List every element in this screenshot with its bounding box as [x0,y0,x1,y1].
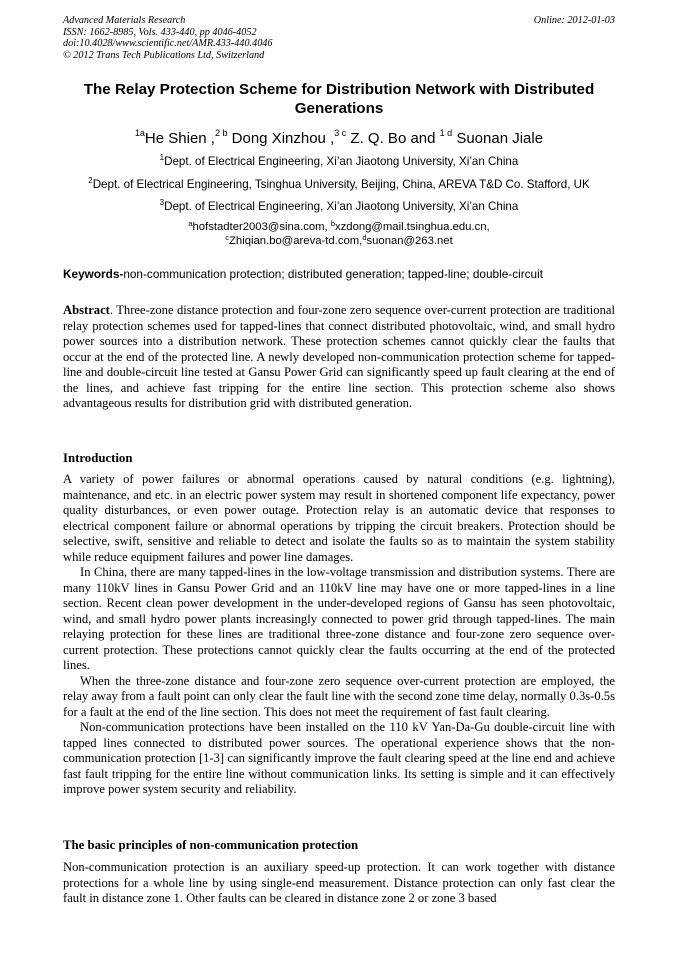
affiliation-sup: 2 [88,176,93,185]
keywords [63,267,623,281]
affiliation-text: Dept. of Electrical Engineering, Xi’an Jiaotong University, Xi’an China [164,155,519,168]
paper-title: The Relay Protection Scheme for Distribution Network with Distributed Generations [83,81,595,117]
author-separator: , [325,130,335,147]
online-date: Online: 2012-01-03 [533,15,615,26]
author-sup: 3 c [334,128,347,138]
copyright-line: © 2012 Trans Tech Publications Ltd, Switzerland [63,49,265,61]
issn-line: ISSN: 1662-8985, Vols. 433-440, pp 4046-4052 [63,26,257,38]
keywords-label: Keywords- [63,267,124,281]
journal-header [63,15,272,61]
email-line-2 [40,235,638,249]
abstract-paragraph [63,303,615,412]
keywords-text: non-communication protection; distributed generation; tapped-line; double-circuit [123,267,544,281]
email-d: suonan@263.net [366,235,453,247]
author-sup: 2 b [214,128,228,138]
affiliation-text: Dept. of Electrical Engineering, Tsinghua University, Beijing, China, AREVA T&D Co. Stafford, UK [92,178,590,191]
basic-principles-heading: The basic principles of non-communication protection [63,838,359,852]
email-a: hofstadter2003@sina.com, [192,221,331,233]
affiliation-sup: 1 [159,153,165,162]
author-name: Suonan Jiale [452,130,544,147]
affiliation-3 [20,200,658,213]
email-sup: a [188,219,193,228]
introduction-heading: Introduction [63,451,133,465]
affiliation-text: Dept. of Electrical Engineering, Xi’an Jiaotong University, Xi’an China [164,200,519,213]
intro-paragraph: When the three-zone distance and four-zone zero sequence over-current protection are employed, the relay away from a fault point can only clear the fault line with the second zone time delay, normally 0.3s-0.5s for a fault at the end of the line section. This does not meet the requirement of fast fault clearing. [63,673,615,719]
abstract-text: . Three-zone distance protection and four-zone zero sequence over-current protection are traditional relay protection schemes used for tapped-lines that connect distributed photovoltaic, wind, and small hydro power sources into a distribution network. These protection schemes cannot quickly clear the faults that occur at the end of the protected line. A newly developed non-communication protection scheme for tapped-line and double-circuit line tested at Gansu Power Grid can significantly speed up fault clearing at the end of the lines, and achieve fast tripping for the entire line section. This protection scheme also shows advantageous results for distribution grid with distributed generation. [63,303,615,410]
intro-paragraph: In China, there are many tapped-lines in the low-voltage transmission and distribution systems. There are many 110kV lines in Gansu Power Grid and an 110kV line may have one or more tapped-lines in a line section. Recent clean power development in the under-developed regions of Gansu has seen photovoltaic, wind, and small hydro power plants increasingly connected to power grid through tapped-lines. The main relaying protection for these lines are traditional three-zone distance and four-zone zero sequence over-current protection. These protections cannot quickly clear the faults occurring at the end of the protected lines. [63,565,615,672]
principles-paragraph: Non-communication protection is an auxiliary speed-up protection. It can work together with distance protections for a whole line by using single-end measurement. Distance protection can only fast clear the fault in distance zone 1. Other faults can be cleared in distance zone 2 or zone 3 based [63,860,615,905]
author-name: Dong Xinzhou [227,130,326,147]
affiliation-sup: 3 [159,198,165,207]
abstract [63,303,615,412]
email-sup: d [362,233,367,242]
email-c: Zhiqian.bo@areva-td.com, [229,235,363,247]
affiliation-2 [20,178,658,191]
introduction-body [63,472,615,798]
basic-principles-body [63,860,615,907]
author-separator: , [206,130,215,147]
author-name: He Shien [144,130,207,147]
author-list [40,130,638,147]
email-b: xzdong@mail.tsinghua.edu.cn, [335,221,490,233]
doi-line: doi:10.4028/www.scientific.net/AMR.433-440.4046 [63,38,273,50]
email-sup: c [225,233,230,242]
email-line-1 [40,221,638,235]
email-sup: b [330,219,335,228]
intro-paragraph: Non-communication protections have been installed on the 110 kV Yan-Da-Gu double-circuit line with tapped lines connected to distributed power sources. The operational experience shows that the non-communication protection [1-3] can significantly improve the fault clearing speed at the line end and achieve fast fault tripping for the entire line without communication links. Its setting is simple and it can effectively improve power system security and reliability. [63,720,615,796]
affiliation-1 [20,155,658,168]
author-sup: 1 d [439,128,453,138]
author-sup: 1a [134,128,145,138]
intro-paragraph: A variety of power failures or abnormal operations caused by natural conditions (e.g. lightning), maintenance, and etc. in an electric power system may result in shortened component life expectancy, power quality disturbances, or even power outage. Protection relay is an automatic device that responses to electrical component failure or abnormal operations by tripping the circuit breakers. Protection should be selective, swift, sensitive and reliable to detect and isolate the faults so as to maintain the system stability while reduce equipment failures and power line damages. [63,472,615,564]
abstract-label: Abstract [63,303,110,317]
author-name: Z. Q. Bo and [346,130,436,147]
journal-name: Advanced Materials Research [63,15,186,26]
